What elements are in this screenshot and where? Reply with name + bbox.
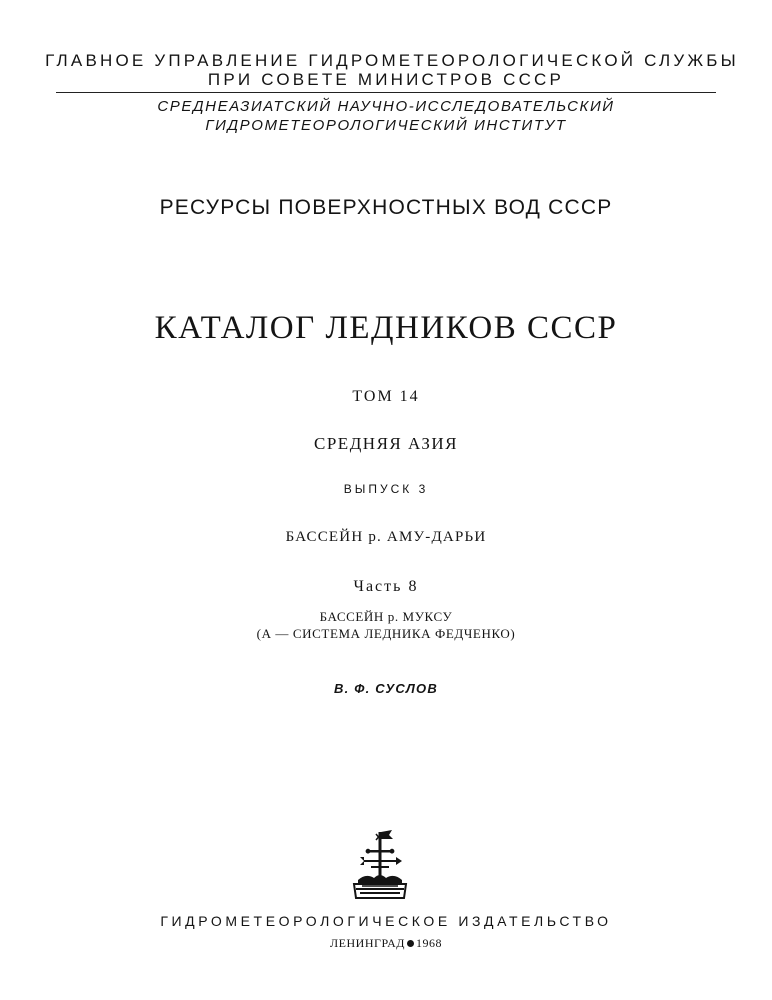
publication-city: ЛЕНИНГРАД (330, 936, 405, 950)
region-title: СРЕДНЯЯ АЗИЯ (314, 434, 458, 453)
publisher-name: ГИДРОМЕТЕОРОЛОГИЧЕСКОЕ ИЗДАТЕЛЬСТВО (160, 913, 612, 929)
city-year (0, 936, 772, 951)
institute-line-2: ГИДРОМЕТЕОРОЛОГИЧЕСКИЙ ИНСТИТУТ (205, 117, 567, 134)
author-name: В. Ф. СУСЛОВ (334, 681, 438, 696)
basin-title: БАССЕЙН р. АМУ-ДАРЬИ (285, 529, 487, 545)
main-title: КАТАЛОГ ЛЕДНИКОВ СССР (154, 310, 618, 346)
publication-year: 1968 (415, 936, 442, 950)
sub-basin-line-1: БАССЕЙН р. МУКСУ (319, 609, 453, 624)
sub-basin-line-2: (А — СИСТЕМА ЛЕДНИКА ФЕДЧЕНКО) (256, 626, 516, 641)
volume-number: ТОМ 14 (352, 388, 420, 405)
series-title: РЕСУРСЫ ПОВЕРХНОСТНЫХ ВОД СССР (159, 196, 613, 219)
header-divider (56, 92, 716, 93)
organization-line-2: ПРИ СОВЕТЕ МИНИСТРОВ СССР (207, 70, 565, 89)
issue-number: ВЫПУСК 3 (343, 482, 429, 496)
separator-dot (407, 940, 414, 947)
institute-line-1: СРЕДНЕАЗИАТСКИЙ НАУЧНО-ИССЛЕДОВАТЕЛЬСКИЙ (157, 98, 615, 115)
organization-line-1: ГЛАВНОЕ УПРАВЛЕНИЕ ГИДРОМЕТЕОРОЛОГИЧЕСКОЙ СЛУЖБЫ (45, 51, 739, 70)
part-number: Часть 8 (353, 578, 419, 595)
weathervane-emblem-icon (352, 828, 408, 900)
